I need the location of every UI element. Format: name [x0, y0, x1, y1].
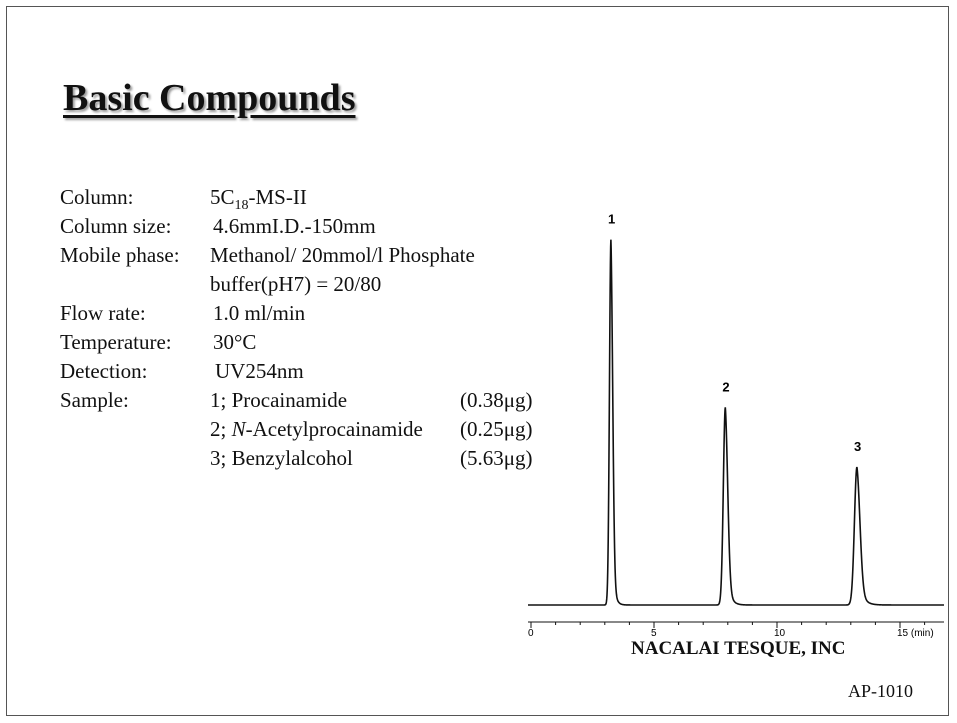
sample-label: Sample: [60, 388, 129, 412]
sample-1-prefix: 1; [210, 388, 232, 412]
detection-label: Detection: [60, 359, 148, 383]
flow-rate-value: 1.0 ml/min [213, 301, 306, 325]
mobile-phase-line1: Methanol/ 20mmol/l Phosphate [210, 243, 475, 267]
sample-3-text: Benzylalcohol [231, 446, 353, 470]
chromatogram-trace [528, 240, 944, 605]
column-label: Column: [60, 185, 134, 209]
peak-label-1: 1 [607, 211, 616, 227]
x-tick-label: 10 [774, 628, 786, 639]
temperature-value: 30°C [213, 330, 257, 354]
column-size-value: 4.6mmI.D.-150mm [213, 214, 376, 238]
column-value-prefix: 5C [210, 185, 235, 209]
sample-1-text: Procainamide [231, 388, 348, 412]
sample-2-prefix: 2; [210, 417, 232, 441]
temperature-label: Temperature: [60, 330, 172, 354]
peak-labels [608, 211, 861, 454]
mobile-phase-line2: buffer(pH7) = 20/80 [210, 272, 382, 296]
column-value-subscript: 18 [234, 198, 249, 214]
peak-label-3: 3 [853, 438, 862, 454]
sample-3-amount: (5.63μg) [460, 446, 533, 470]
mobile-phase-label: Mobile phase: [60, 243, 180, 267]
x-tick-label: 0 [528, 628, 534, 639]
sample-2-italic: N [231, 417, 246, 441]
x-tick-label: 5 [651, 628, 657, 639]
time-axis [528, 622, 944, 639]
column-value-suffix: -MS-II [248, 185, 307, 209]
page-title: Basic Compounds [63, 77, 356, 119]
detection-value: UV254nm [215, 359, 304, 383]
sample-1-amount: (0.38μg) [460, 388, 533, 412]
document-code: AP-1010 [848, 681, 914, 701]
sample-2-amount: (0.25μg) [460, 417, 533, 441]
company-footer: NACALAI TESQUE, INC [631, 638, 846, 659]
sample-3-prefix: 3; [210, 446, 232, 470]
flow-rate-label: Flow rate: [60, 301, 146, 325]
x-tick-label: 15 (min) [897, 628, 934, 639]
sample-2-text: -Acetylprocainamide [245, 417, 423, 441]
peak-label-2: 2 [722, 379, 730, 395]
column-size-label: Column size: [60, 214, 172, 238]
